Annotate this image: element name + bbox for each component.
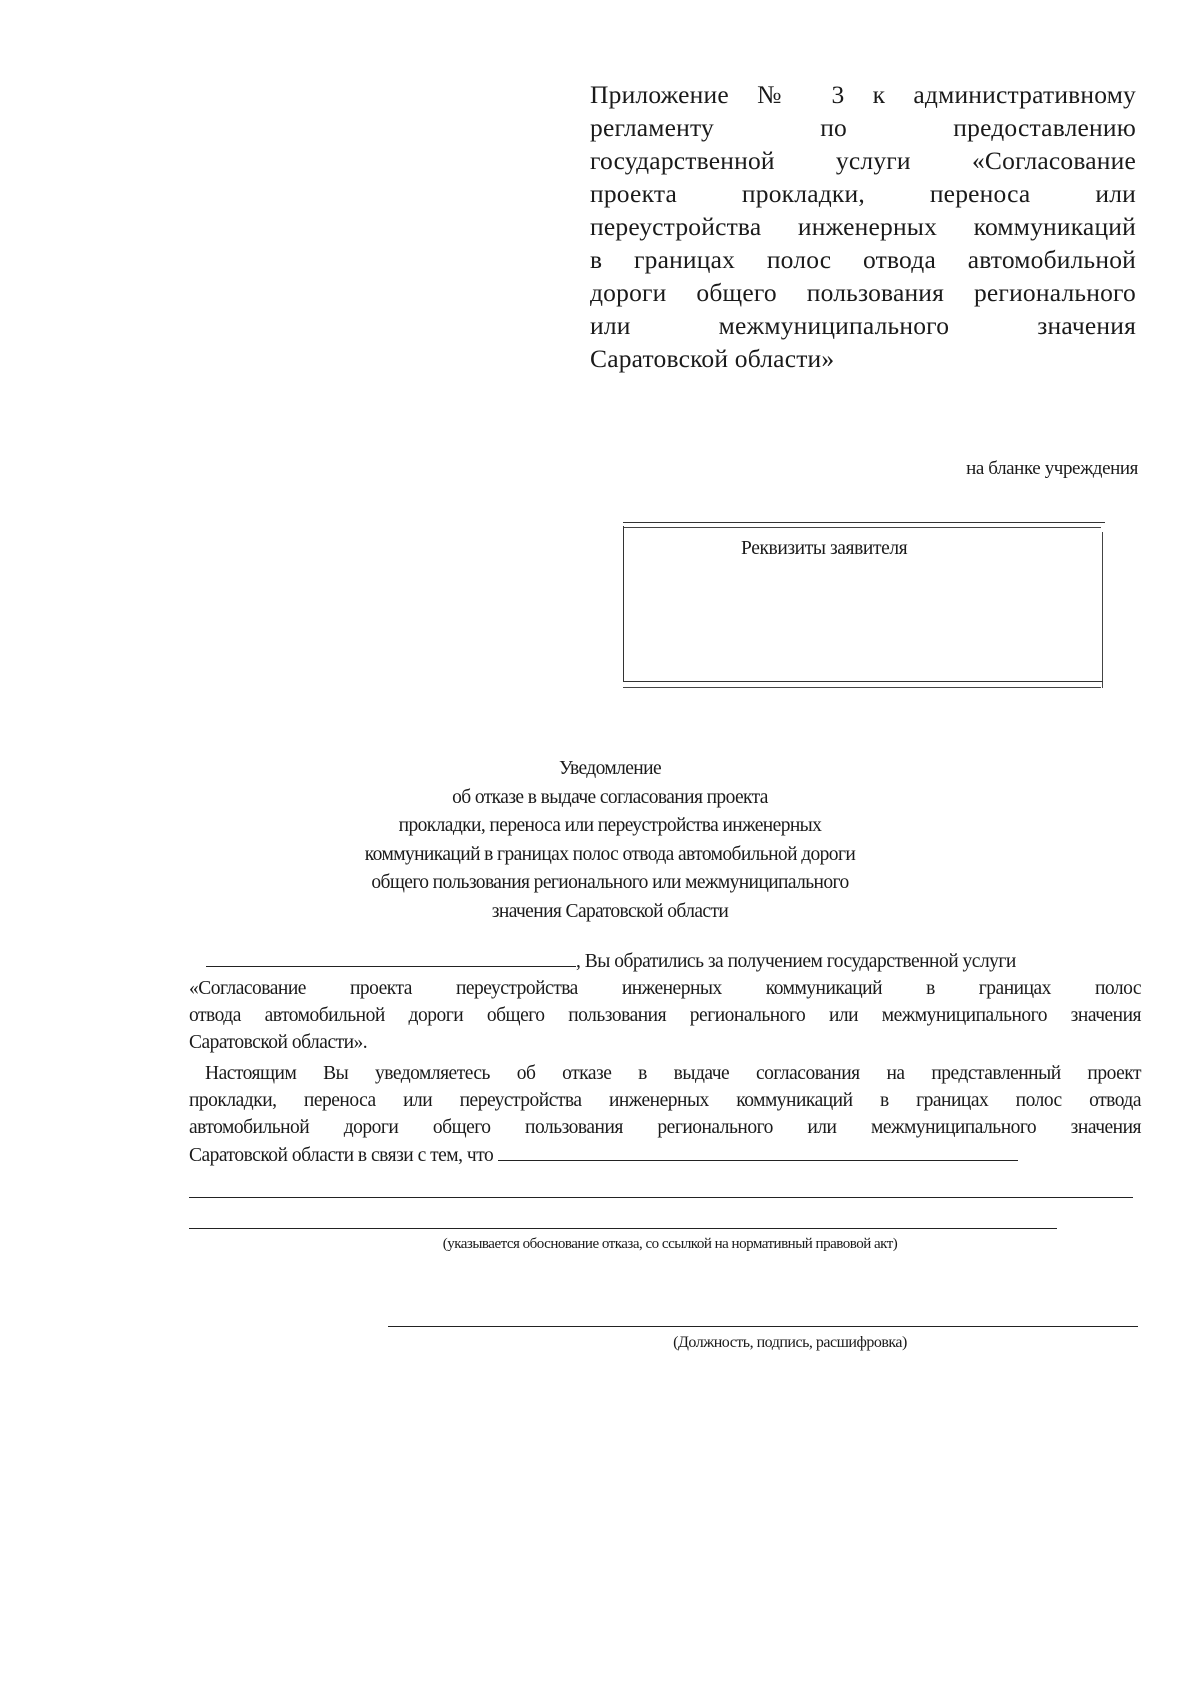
applicant-requisites-box [623,522,1105,688]
body-line: Настоящим Вы уведомляетесь об отказе в выдаче согласования на представленный проект [205,1063,1141,1084]
reason-caption: (указывается обоснование отказа, со ссылкой на нормативный правовой акт) [442,1236,898,1252]
signature-line[interactable] [388,1326,1138,1327]
appendix-line: дороги общего пользования регионального [590,278,1136,307]
appendix-line: государственной услуги «Согласование [590,146,1136,175]
notice-title-line: общего пользования регионального или межмуниципального [371,872,849,893]
body-line [189,947,1141,975]
appendix-line: регламенту по предоставлению [590,113,1136,142]
letterhead-note: на бланке учреждения [966,458,1138,479]
requisites-label: Реквизиты заявителя [741,538,908,559]
signature-caption: (Должность, подпись, расшифровка) [673,1334,907,1351]
notice-title-line: Уведомление [558,758,662,779]
box-border [623,527,1101,528]
box-border [623,526,624,682]
box-border [1102,532,1103,688]
refusal-reason-blank[interactable] [498,1141,1018,1161]
notice-title-line: прокладки, переноса или переустройства инженерных [398,815,822,836]
appendix-line: в границах полос отвода автомобильной [590,245,1136,274]
appendix-line: или межмуниципального значения [590,311,1136,340]
body-line: Саратовской области». [189,1032,368,1053]
notice-title-line: об отказе в выдаче согласования проекта [452,786,768,808]
paragraph-refusal [189,1060,1141,1169]
body-line: автомобильной дороги общего пользования регионального или межмуниципального значения [189,1117,1141,1138]
body-line [189,1141,1141,1169]
appendix-line: переустройства инженерных коммуникаций [590,212,1136,241]
paragraph-request [189,947,1141,1056]
notice-title-line: значения Саратовской области [491,900,729,922]
body-text: Саратовской области в связи с тем, что [189,1145,494,1166]
appendix-line: Саратовской области» [590,344,835,373]
notice-title-line: коммуникаций в границах полос отвода автомобильной дороги [364,843,856,865]
appendix-line: Приложение № 3 к административному [590,80,1136,109]
reason-line[interactable] [189,1228,1057,1229]
appendix-header [590,78,1136,375]
notice-title [340,755,880,926]
box-border [623,522,1105,523]
body-line: «Согласование проекта переустройства инженерных коммуникаций в границах полос [189,978,1141,999]
appendix-line: проекта прокладки, переноса или [590,179,1136,208]
body-text: , Вы обратились за получением государственной услуги [576,951,1016,972]
body-line: отвода автомобильной дороги общего пользования регионального или межмуниципального значения [189,1005,1141,1026]
body-line: прокладки, переноса или переустройства инженерных коммуникаций в границах полос отвода [189,1090,1141,1111]
box-border [623,681,1103,682]
reason-line[interactable] [189,1197,1133,1198]
applicant-name-blank[interactable] [206,947,576,967]
box-border [623,687,1101,688]
